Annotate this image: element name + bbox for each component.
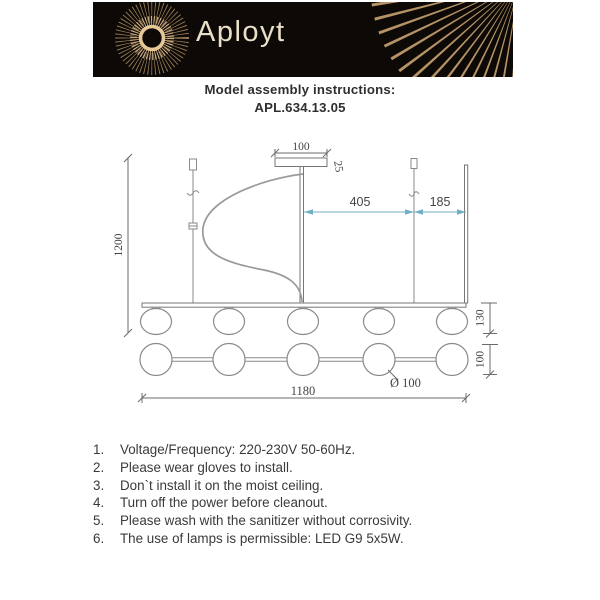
instruction-list: [93, 441, 533, 548]
ceiling-canopy: [275, 158, 327, 303]
instruction-text: Voltage/Frequency: 220-230V 50-60Hz.: [120, 442, 356, 457]
instruction-item: [93, 477, 533, 495]
right-end-rod: [465, 165, 468, 303]
dim-wire-to-endrod-label: 185: [429, 195, 451, 209]
instruction-item: [93, 512, 533, 530]
page-title: Model assembly instructions:: [204, 82, 396, 97]
dim-canopy-height-label: 25: [331, 159, 345, 174]
instruction-text: The use of lamps is permissible: LED G9 5x5W.: [120, 530, 404, 546]
dim-accent-lines: [304, 209, 466, 215]
dim-shade-height-label: 100: [474, 350, 487, 369]
dim-shade-drop-label: 130: [474, 309, 487, 327]
instruction-item: [93, 530, 533, 548]
instruction-text: Don`t install it on the moist ceiling.: [120, 477, 324, 493]
fixture-bar: [142, 303, 466, 307]
instruction-item: [93, 441, 533, 459]
fixture-top-view: [140, 344, 468, 376]
dim-total-height-line: [124, 154, 132, 337]
assembly-diagram: [0, 135, 600, 420]
dim-canopy-width-label: 100: [292, 141, 310, 153]
rays-decoration-icon: [445, 2, 513, 57]
instruction-number: 2.: [93, 459, 105, 475]
instruction-number: 4.: [93, 495, 105, 511]
right-wire: [409, 159, 419, 304]
instruction-number: 3.: [93, 477, 105, 493]
brand-wordmark: Aployt: [196, 16, 286, 48]
brand-banner: [93, 2, 513, 77]
instruction-text: Turn off the power before cleanout.: [120, 495, 328, 511]
instruction-item: [93, 494, 533, 512]
title-block: [0, 81, 600, 116]
model-number: APL.634.13.05: [254, 99, 346, 115]
dim-total-height-label: 1200: [113, 233, 125, 257]
instruction-number: 5.: [93, 513, 105, 529]
dim-total-width-label: 1180: [290, 384, 316, 398]
banner-decoration: [93, 2, 513, 77]
instruction-item: [93, 459, 533, 477]
instruction-text: Please wear gloves to install.: [120, 459, 293, 475]
dim-rod-to-wire-label: 405: [349, 195, 371, 209]
dim-shade-diameter-label: Ø 100: [390, 376, 421, 390]
instruction-number: 1.: [93, 442, 105, 457]
left-wire: [187, 159, 199, 303]
sunburst-logo-icon: [126, 12, 178, 64]
lamp-shades-side-view: [141, 307, 468, 334]
power-cable: [203, 174, 303, 302]
instruction-text: Please wash with the sanitizer without corrosivity.: [120, 513, 413, 529]
instruction-number: 6.: [93, 530, 105, 546]
